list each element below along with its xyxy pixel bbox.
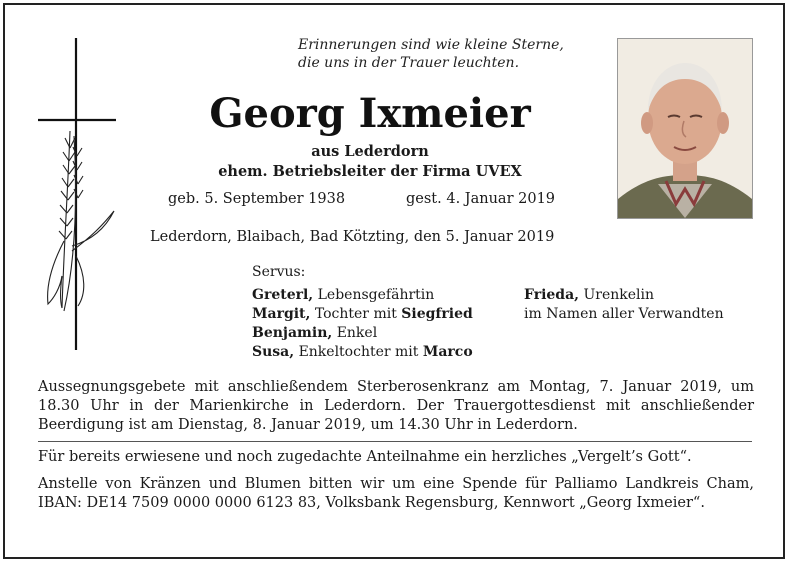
mourner-entry: Margit, Tochter mit Siegfried xyxy=(252,306,473,322)
occupation: ehem. Betriebsleiter der Firma UVEX xyxy=(218,163,522,180)
mourners-greeting: Servus: xyxy=(252,264,306,280)
mourners-right xyxy=(524,286,724,324)
origin: aus Lederdorn xyxy=(311,143,429,160)
mourner-entry: im Namen aller Verwandten xyxy=(524,306,724,322)
place-date: Lederdorn, Blaibach, Bad Kötzting, den 5. Januar 2019 xyxy=(150,229,555,245)
divider xyxy=(38,441,752,442)
quote-line-2: die uns in der Trauer leuchten. xyxy=(298,55,520,71)
mourner-entry: Frieda, Urenkelin xyxy=(524,287,655,303)
funeral-details: Aussegnungsgebete mit anschließendem Sterberosenkranz am Montag, 7. Januar 2019, um 18.30 Uhr in der Marienkirche in Lederdorn. Der Trauergottesdienst mit anschließender Beerdigung ist am Dienstag, 8. Januar 2019, um 14.30 Uhr in Lederdorn. xyxy=(38,379,754,433)
mourner-entry: Susa, Enkeltochter mit Marco xyxy=(252,344,473,360)
quote-line-1: Erinnerungen sind wie kleine Sterne, xyxy=(298,37,564,53)
mourners-left xyxy=(252,286,473,362)
quote xyxy=(298,36,564,72)
birth-date: geb. 5. September 1938 xyxy=(168,191,346,207)
deceased-name: Georg Ixmeier xyxy=(209,90,531,137)
mourner-entry: Benjamin, Enkel xyxy=(252,325,378,341)
thanks-text: Für bereits erwiesene und noch zugedachte Anteilnahme ein herzliches „Vergelt’s Gott“. xyxy=(38,449,692,465)
portrait-photo xyxy=(617,38,753,219)
mourner-entry: Greterl, Lebensgefährtin xyxy=(252,287,435,303)
death-date: gest. 4. Januar 2019 xyxy=(406,191,556,207)
donation-text: Anstelle von Kränzen und Blumen bitten wir um eine Spende für Palliamo Landkreis Cham, IBAN: DE14 7509 0000 0000 6123 83, Volksbank Regensburg, Kennwort „Georg Ixmeier“. xyxy=(38,476,754,511)
cross-icon xyxy=(34,36,124,354)
